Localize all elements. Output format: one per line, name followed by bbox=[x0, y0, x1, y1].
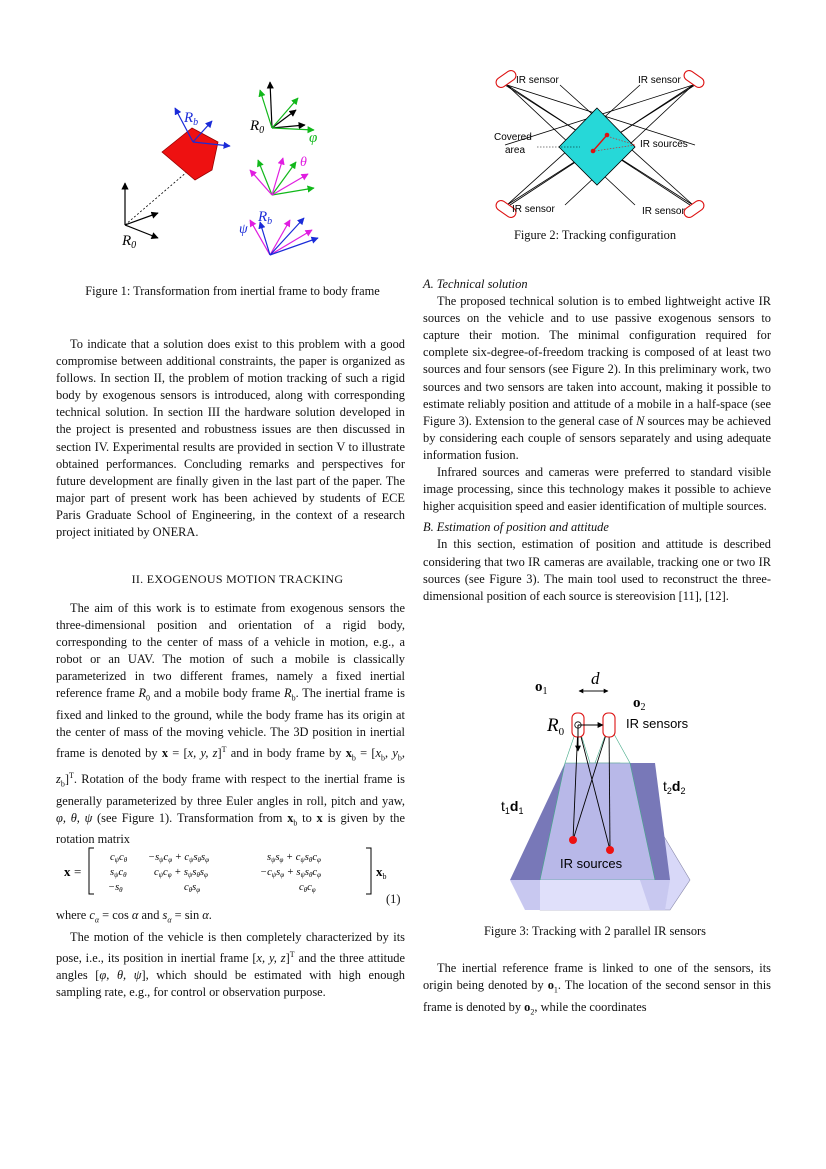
covered-area-label: Covered bbox=[494, 132, 532, 143]
r0-label-bottom: $R_0$ bbox=[122, 233, 137, 251]
svg-text:−cψsφ + sψsθcφ: −cψsφ + sψsθcφ bbox=[260, 867, 321, 879]
figure-1 bbox=[100, 70, 400, 265]
ir-sensors-label: IR sensors bbox=[626, 716, 689, 731]
pose-paragraph: The motion of the vehicle is then completely characterized by its pose, i.e., its position in inertial frame [x, y, z]$^T$ and the three attitude angles [φ, θ, ψ], which should be estimated with high enough sampling rate, e.g., for control or observation purpose. bbox=[56, 929, 406, 999]
ir-source-dot bbox=[605, 133, 610, 138]
roll-rotation-axes bbox=[260, 82, 314, 130]
ir-sensor-icon bbox=[603, 713, 615, 737]
ir-sources-label: IR sources bbox=[640, 139, 688, 150]
phi-label: φ bbox=[309, 130, 318, 146]
ir-sensor-label: IR sensor bbox=[642, 206, 685, 217]
o1-label: $o_1$ bbox=[535, 679, 548, 697]
equation-number: (1) bbox=[386, 892, 401, 906]
figure-3-caption: Figure 3: Tracking with 2 parallel IR sensors bbox=[484, 924, 706, 938]
covered-area-label: area bbox=[505, 145, 526, 156]
ir-source-dot bbox=[569, 836, 577, 844]
ir-sources-label: IR sources bbox=[560, 856, 623, 871]
svg-text:−sθ: −sθ bbox=[108, 882, 123, 894]
estimation-paragraph: In this section, estimation of position and attitude is described considering that two IR cameras are available, tracking one or two IR sources (see Figure 3). The main tool used to reconstruct the three-dimensional position of each source is stereovision [11], [12]. bbox=[423, 537, 771, 603]
ir-sensor-label: IR sensor bbox=[516, 75, 559, 86]
ir-sensor-label: IR sensor bbox=[638, 75, 681, 86]
svg-text:−sψcφ + cψsθsφ: −sψcφ + cψsθsφ bbox=[148, 852, 209, 864]
rb-label-bottom: $R_b$ bbox=[258, 209, 273, 227]
rb-label-top: $R_b$ bbox=[184, 110, 199, 128]
r0-label-right: $R_0$ bbox=[250, 118, 265, 136]
svg-text:cθcφ: cθcφ bbox=[299, 882, 316, 894]
svg-text:xb: $x_b$ bbox=[376, 864, 387, 881]
left-column-mid bbox=[56, 600, 405, 848]
inertial-frame-axes bbox=[125, 165, 195, 238]
svg-text:x: x bbox=[64, 864, 71, 879]
figure-3 bbox=[495, 665, 705, 915]
d-label: d bbox=[591, 669, 600, 688]
theta-label: θ bbox=[300, 155, 307, 170]
ir-sensor-label: IR sensor bbox=[512, 204, 555, 215]
where-line: where $c_\alpha = \cos \alpha$ and $s_\alpha = \sin \alpha$. bbox=[56, 908, 212, 925]
ir-source-dot bbox=[591, 149, 596, 154]
left-section-heading bbox=[56, 571, 405, 588]
svg-text:sψsφ + cψsθcφ: sψsφ + cψsθcφ bbox=[267, 852, 321, 864]
svg-text:cψcθ: cψcθ bbox=[110, 852, 128, 864]
t2d2-label: $t_2d_2$ bbox=[663, 778, 686, 796]
left-column-bottom bbox=[56, 907, 405, 1001]
svg-text:cψcφ + sψsθsφ: cψcφ + sψsθsφ bbox=[154, 867, 208, 879]
svg-text:=: = bbox=[74, 864, 82, 879]
svg-text:sψcθ: sψcθ bbox=[110, 867, 127, 879]
svg-text:cθsφ: cθsφ bbox=[184, 882, 201, 894]
figure-2 bbox=[485, 65, 715, 225]
ir-source-dot bbox=[606, 846, 614, 854]
right-column-bottom bbox=[423, 960, 771, 1020]
subsection-a-heading: A. Technical solution bbox=[423, 277, 528, 291]
rotation-matrix-equation bbox=[62, 842, 402, 900]
infrared-paragraph: Infrared sources and cameras were preferred to standard visible image processing, since this technology makes it possible to achieve higher acquisition speed and easier identification of multiple sources. bbox=[423, 465, 771, 514]
r0-label: $R_0$ bbox=[547, 715, 565, 738]
right-column-top bbox=[423, 276, 771, 605]
section-heading: II. EXOGENOUS MOTION TRACKING bbox=[131, 572, 344, 586]
inertial-frame-paragraph: The inertial reference frame is linked to one of the sensors, its origin being denoted by $o_1$. The location of the second sensor in this frame is denoted by $o_2$, while the coordinates bbox=[423, 961, 771, 1017]
t1d1-label: $t_1d_1$ bbox=[501, 798, 524, 816]
subsection-b-heading: B. Estimation of position and attitude bbox=[423, 520, 609, 535]
figure-1-caption: Figure 1: Transformation from inertial frame to body frame bbox=[85, 284, 380, 298]
psi-label: ψ bbox=[239, 222, 248, 237]
o2-label: $o_2$ bbox=[633, 695, 646, 713]
technical-solution-paragraph: The proposed technical solution is to embed lightweight active IR sources on the vehicle and to use passive exogenous sensors to capture their motion. The minimal configuration required for complete six-degree-of-freedom tracking is composed of at least two sources and four sensors (see Figure 2). In this preliminary work, two sources and two sensors are taken into account, making it possible to estimate reliably position and attitude of a mobile in a half-space (see Figure 3). Extension to the general case of N sources may be achieved by considering each couple of sensors separately and using adequate information fusion. bbox=[423, 294, 771, 462]
aim-paragraph: The aim of this work is to estimate from exogenous sensors the three-dimensional position and orientation of a rigid body, corresponding to the center of mass of a vehicle in motion, e.g., a robot or an UAV. The motion of such a mobile is classically parameterized in two different frames, namely a fixed inertial reference frame $R_0$ and a mobile body frame $R_b$. The inertial frame is fixed and linked to the ground, while the body frame has its origin at the center of mass of the moving vehicle. The 3D position in inertial frame is denoted by x = [x, y, z]$^T$ and in body frame by $x_b = [x_b$, $y_b$, $z_b]^T$. Rotation of the body frame with respect to the inertial frame is generally parameterized by three Euler angles in roll, pitch and yaw, φ, θ, ψ (see Figure 1). Transformation from $x_b$ to x is given by the rotation matrix bbox=[56, 601, 405, 847]
view-volume-bottom bbox=[540, 880, 650, 910]
view-volume-bottom bbox=[510, 880, 540, 910]
left-column-top bbox=[56, 336, 405, 541]
intro-paragraph: To indicate that a solution does exist to this problem with a good compromise between additional constraints, the paper is organized as follows. In section II, the problem of motion tracking of such a rigid body by exogenous sensors is introduced, along with corresponding technical solution. In section III the hardware solution developed in the project is presented and robustness issues are then discussed in section IV. Experimental results are provided in section V to illustrate obtained performances. Concluding remarks and perspectives for future development are finally given in the last part of the paper. The major part of present work has been achieved by students of ECE Paris Graduate School of Engineering, in the context of a research project initiated by ONERA. bbox=[56, 337, 405, 540]
figure-2-caption: Figure 2: Tracking configuration bbox=[513, 228, 677, 242]
ir-sensor-icon bbox=[682, 69, 706, 90]
ir-sensor-icon bbox=[494, 69, 518, 90]
